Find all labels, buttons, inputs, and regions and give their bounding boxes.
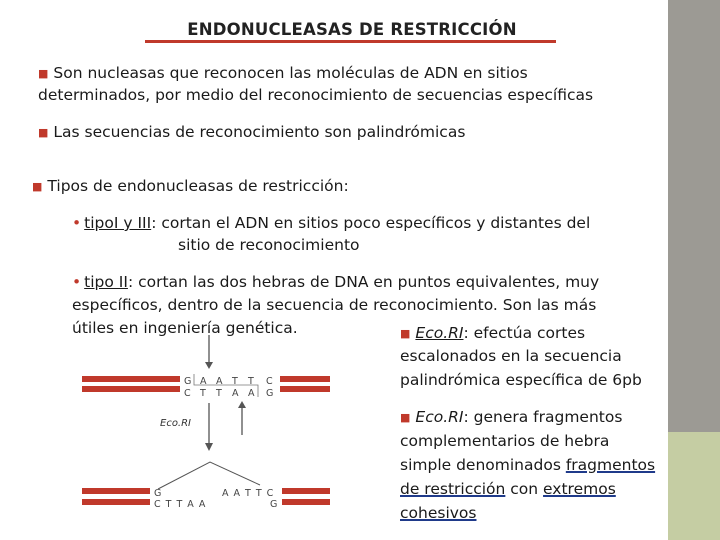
ecori-name: Eco.RI (415, 408, 464, 426)
dot-bullet-icon: • (72, 214, 82, 232)
term-fragmentos-restriccion: fragmentos (565, 456, 656, 474)
fragment-separation-lines (158, 462, 260, 489)
type1-line-1: • tipoI y III: cortan el ADN en sitios poco específicos y distantes del (72, 214, 591, 232)
ecori-note-2-line-1: ■ Eco.RI: genera fragmentos (400, 408, 623, 426)
type2-line-1: • tipo II: cortan las dos hebras de DNA en puntos equivalentes, muy (72, 273, 600, 291)
type1-term: tipoI y III (84, 214, 152, 232)
type2-line-3: útiles en ingeniería genética. (72, 319, 298, 337)
fragment-right-top-strand (282, 488, 330, 494)
bullet-2: ■ Las secuencias de reconocimiento son palindrómicas (38, 123, 466, 141)
ecori-note-1-line-1: ■ Eco.RI: efectúa cortes (400, 324, 586, 342)
ecori-cut-diagram (70, 335, 370, 515)
base-bottom-0: C (184, 388, 191, 399)
base-bottom-3: A (232, 388, 239, 399)
ecori-note-1-line-3: palindrómica específica de 6pb (400, 371, 642, 389)
square-bullet-icon: ■ (38, 126, 49, 139)
arrowhead-down-icon (205, 443, 213, 451)
dna-strand-top-right (280, 376, 330, 382)
bullet-3: ■ Tipos de endonucleasas de restricción: (32, 177, 349, 195)
ecori-note-1-line-2: escalonados en la secuencia (400, 347, 622, 365)
fragment-left-top-base: G (154, 488, 162, 499)
ecori-note-2-line-3: simple denominados fragmentos (400, 456, 656, 474)
fragment-left-top-strand (82, 488, 150, 494)
type1-line-2: sitio de reconocimiento (178, 236, 360, 254)
type2-line-2: específicos, dentro de la secuencia de reconocimiento. Son las más (72, 296, 597, 314)
square-bullet-icon: ■ (32, 180, 43, 193)
page-title: ENDONUCLEASAS DE RESTRICCIÓN (187, 20, 517, 39)
dot-bullet-icon: • (72, 273, 82, 291)
title-underline (145, 40, 556, 43)
square-bullet-icon: ■ (38, 67, 49, 80)
ecori-note-2-line-4: de restricción con extremos (400, 480, 616, 498)
base-top-1: A (200, 376, 207, 387)
fragment-right-top-bases: A A T T C (222, 488, 275, 499)
base-top-5: C (266, 376, 273, 387)
base-top-2: A (216, 376, 223, 387)
fragment-left-bottom-bases: C T T A A (154, 499, 207, 510)
bullet-1-line-2: determinados, por medio del reconocimiento de secuencias específicas (38, 86, 594, 104)
fragment-left-bottom-strand (82, 499, 150, 505)
term-fragmentos-restriccion: de restricción (400, 480, 506, 498)
sidebar-decoration-top (668, 0, 720, 432)
fragment-right-bottom-base: G (270, 499, 278, 510)
square-bullet-icon: ■ (400, 327, 411, 340)
ecori-note-2-line-2: complementarios de hebra (400, 432, 610, 450)
base-bottom-5: G (266, 388, 274, 399)
enzyme-label: Eco.RI (160, 418, 192, 429)
dna-strand-top-left (82, 376, 180, 382)
dna-strand-bottom-left (82, 386, 180, 392)
base-top-0: G (184, 376, 192, 387)
ecori-name: Eco.RI (415, 324, 464, 342)
base-bottom-4: A (248, 388, 255, 399)
base-bottom-1: T (200, 388, 206, 399)
sidebar-decoration-bottom (668, 432, 720, 540)
dna-strand-bottom-right (280, 386, 330, 392)
arrowhead-up-icon (238, 401, 246, 408)
square-bullet-icon: ■ (400, 411, 411, 424)
base-top-4: T (248, 376, 254, 387)
ecori-note-2-line-5 (400, 502, 476, 524)
term-extremos-cohesivos: cohesivos (400, 504, 477, 522)
fragment-right-bottom-strand (282, 499, 330, 505)
base-top-3: T (232, 376, 238, 387)
type2-term: tipo II (84, 273, 128, 291)
term-extremos-cohesivos: extremos (543, 480, 616, 498)
bullet-1-line-1: ■ Son nucleasas que reconocen las moléculas de ADN en sitios (38, 64, 528, 82)
arrowhead-down-icon (205, 362, 213, 369)
base-bottom-2: T (216, 388, 222, 399)
